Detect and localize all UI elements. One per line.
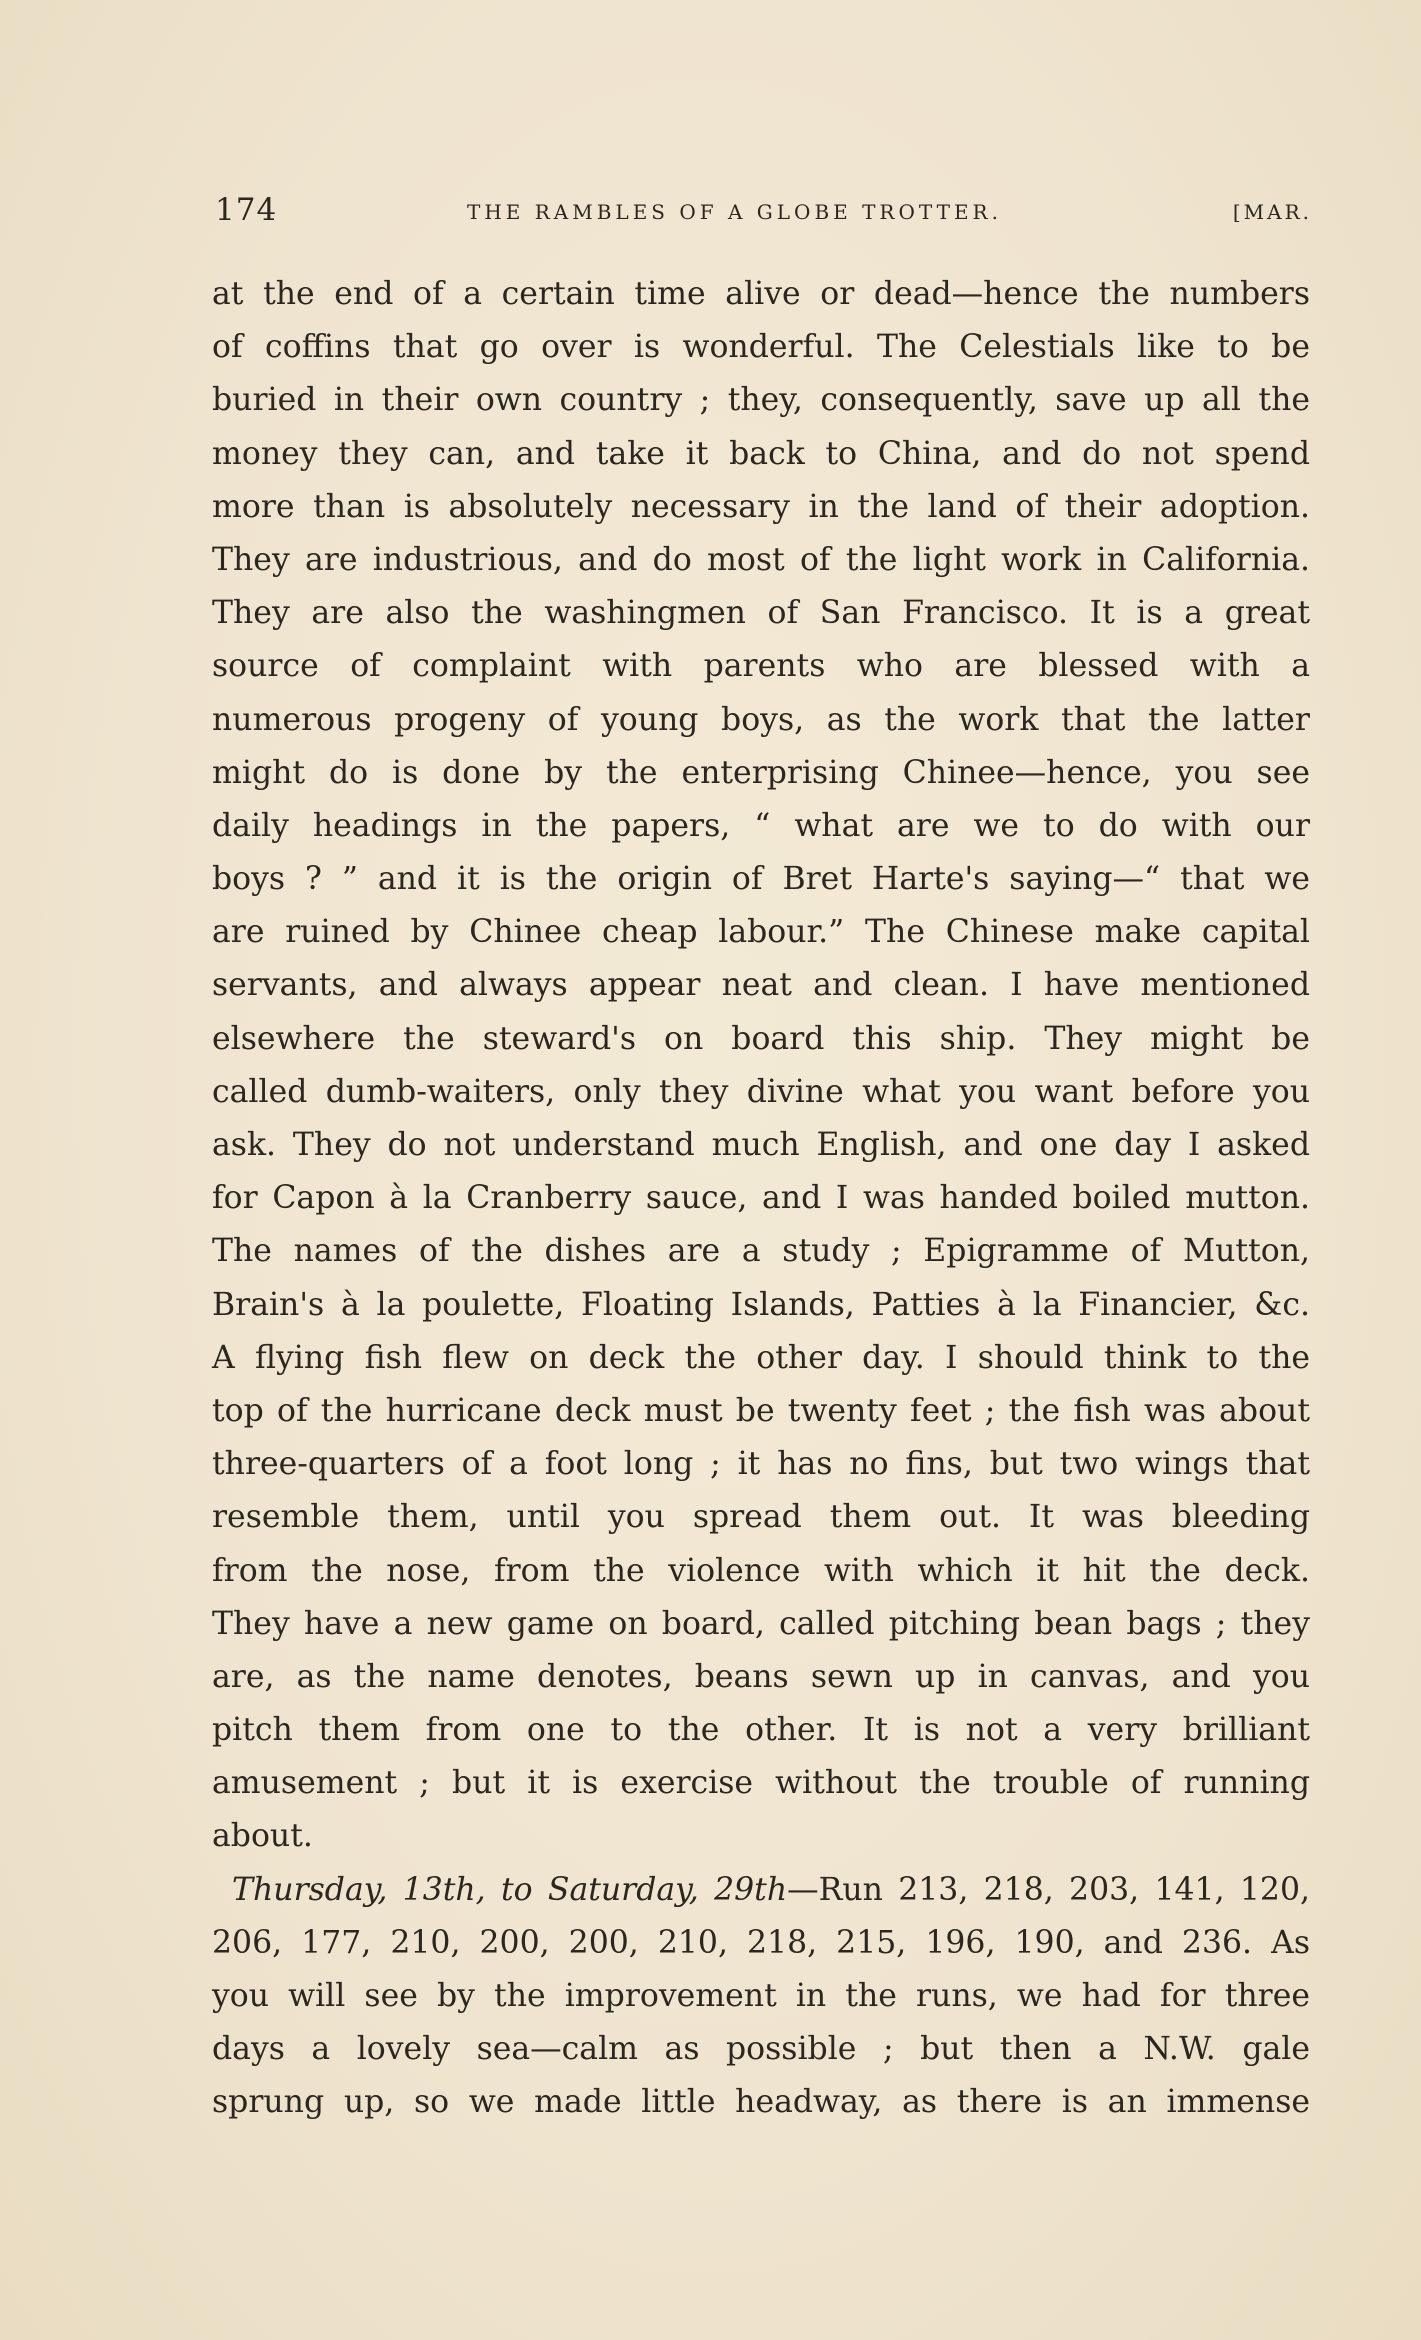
entry-run-values: —Run 213, 218, 203, 141, 120, <box>787 1871 1310 1908</box>
text-line: you will see by the improvement in the runs, we had for three <box>212 1978 1310 2014</box>
text-line: numerous progeny of young boys, as the work that the latter <box>212 701 1310 738</box>
text-line: source of complaint with parents who are blessed with a <box>212 648 1310 685</box>
text-line: at the end of a certain time alive or dead—hence the numbers <box>212 276 1310 312</box>
text-line: more than is absolutely necessary in the land of their adoption. <box>212 488 1310 525</box>
text-line: boys ? ” and it is the origin of Bret Harte's saying—“ that we <box>212 861 1310 898</box>
page-header <box>215 192 1315 238</box>
text-line: A flying fish flew on deck the other day. I should think to the <box>212 1339 1310 1376</box>
text-line: Brain's à la poulette, Floating Islands, Patties à la Financier, &c. <box>212 1286 1310 1323</box>
entry-date: Thursday, 13th, to Saturday, 29th <box>232 1871 788 1908</box>
text-line: They have a new game on board, called pitching bean bags ; they <box>212 1605 1310 1642</box>
text-line: They are also the washingmen of San Francisco. It is a great <box>212 595 1310 632</box>
text-line: pitch them from one to the other. It is not a very brilliant <box>212 1712 1310 1749</box>
entry-first-line <box>212 1864 1310 1917</box>
text-line: might do is done by the enterprising Chinee—hence, you see <box>212 754 1310 791</box>
text-line: resemble them, until you spread them out. It was bleeding <box>212 1499 1310 1536</box>
text-line: daily headings in the papers, “ what are we to do with our <box>212 807 1310 844</box>
text-line: servants, and always appear neat and clean. I have mentioned <box>212 967 1310 1004</box>
page-number: 174 <box>215 192 278 228</box>
text-line: three-quarters of a foot long ; it has no fins, but two wings that <box>212 1446 1310 1483</box>
text-line: buried in their own country ; they, consequently, save up all the <box>212 382 1310 419</box>
text-line: The names of the dishes are a study ; Epigramme of Mutton, <box>212 1233 1310 1270</box>
text-line: for Capon à la Cranberry sauce, and I was handed boiled mutton. <box>212 1180 1310 1217</box>
text-line: money they can, and take it back to China, and do not spend <box>212 435 1310 472</box>
running-title: THE RAMBLES OF A GLOBE TROTTER. <box>467 200 1002 224</box>
text-line: of coffins that go over is wonderful. The Celestials like to be <box>212 329 1310 366</box>
text-line: top of the hurricane deck must be twenty feet ; the fish was about <box>212 1392 1310 1429</box>
text-line: They are industrious, and do most of the light work in California. <box>212 541 1310 578</box>
text-line: 206, 177, 210, 200, 200, 210, 218, 215, 196, 190, and 236. As <box>212 1924 1310 1961</box>
body-text <box>212 268 1310 2130</box>
text-line: are, as the name denotes, beans sewn up in canvas, and you <box>212 1658 1310 1695</box>
text-line: elsewhere the steward's on board this ship. They might be <box>212 1020 1310 1057</box>
text-line: ask. They do not understand much English, and one day I asked <box>212 1127 1310 1163</box>
text-line: about. <box>212 1818 313 1855</box>
text-line: called dumb-waiters, only they divine what you want before you <box>212 1073 1310 1110</box>
text-line: from the nose, from the violence with which it hit the deck. <box>212 1552 1310 1589</box>
text-line: amusement ; but it is exercise without the trouble of running <box>212 1765 1310 1802</box>
text-line: sprung up, so we made little headway, as there is an immense <box>212 2084 1310 2121</box>
text-line: days a lovely sea—calm as possible ; but then a N.W. gale <box>212 2031 1310 2068</box>
text-line: are ruined by Chinee cheap labour.” The Chinese make capital <box>212 914 1310 951</box>
section-mark: [MAR. <box>1232 200 1312 224</box>
